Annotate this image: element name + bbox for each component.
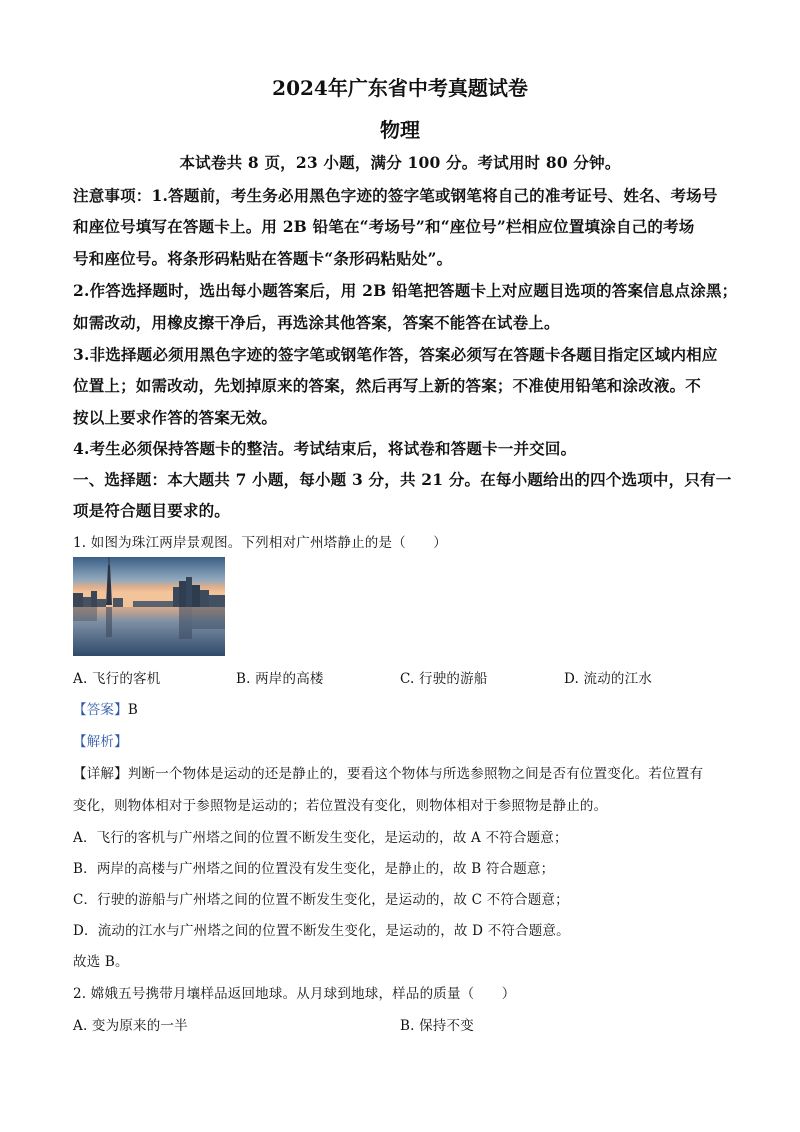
detail-text: 判断一个物体是运动的还是静止的，要看这个物体与所选参照物之间是否有位置变化。若位置有 xyxy=(127,766,704,782)
notes-line: 位置上；如需改动，先划掉原来的答案，然后再写上新的答案；不准使用铅笔和涂改液。不 xyxy=(73,376,702,395)
detail-line: 变化，则物体相对于参照物是运动的；若位置没有变化，则物体相对于参照物是静止的。 xyxy=(73,798,608,814)
conclusion: 故选 B。 xyxy=(73,954,129,970)
notes-line: 号和座位号。将条形码粘贴在答题卡“条形码粘贴处”。 xyxy=(73,249,453,268)
skyline-illustration xyxy=(73,557,225,656)
question-stem: 1. 如图为珠江两岸景观图。下列相对广州塔静止的是（ ） xyxy=(73,535,447,551)
answer-line xyxy=(73,698,138,718)
explain-line: A．飞行的客机与广州塔之间的位置不断发生变化，是运动的，故 A 不符合题意； xyxy=(73,830,568,846)
option-b: B. 两岸的高楼 xyxy=(236,671,324,687)
detail-line xyxy=(73,762,703,782)
subject-title: 物理 xyxy=(380,118,420,142)
notes-line: 和座位号填写在答题卡上。用 2B 铅笔在“考场号”和“座位号”栏相应位置填涂自己的考场 xyxy=(73,217,695,236)
explain-line: C．行驶的游船与广州塔之间的位置不断发生变化，是运动的，故 C 不符合题意； xyxy=(73,892,569,908)
section-heading: 项是符合题目要求的。 xyxy=(73,501,231,520)
pearl-river-photo xyxy=(73,557,225,656)
notes-line: 4.考生必须保持答题卡的整洁。考试结束后，将试卷和答题卡一并交回。 xyxy=(73,439,577,458)
option-d: D. 流动的江水 xyxy=(564,671,653,687)
option-a: A. 变为原来的一半 xyxy=(73,1018,188,1034)
question-stem: 2. 嫦娥五号携带月壤样品返回地球。从月球到地球，样品的质量（ ） xyxy=(73,986,516,1002)
exam-info: 本试卷共 8 页，23 小题，满分 100 分。考试用时 80 分钟。 xyxy=(179,153,621,172)
section-heading: 一、选择题：本大题共 7 小题，每小题 3 分，共 21 分。在每小题给出的四个选项中，只有一 xyxy=(73,470,732,489)
option-a: A. 飞行的客机 xyxy=(73,671,161,687)
analysis-tag: 【解析】 xyxy=(73,734,128,750)
notes-line: 按以上要求作答的答案无效。 xyxy=(73,408,278,427)
explain-line: B．两岸的高楼与广州塔之间的位置没有发生变化，是静止的，故 B 符合题意； xyxy=(73,861,555,877)
notes-line: 2.作答选择题时，选出每小题答案后，用 2B 铅笔把答题卡上对应题目选项的答案信息点涂黑； xyxy=(73,281,738,300)
explain-line: D．流动的江水与广州塔之间的位置不断发生变化，是运动的，故 D 不符合题意。 xyxy=(73,923,570,939)
notes-line: 注意事项：1.答题前，考生务必用黑色字迹的签字笔或钢笔将自己的准考证号、姓名、考场号 xyxy=(73,186,718,205)
detail-tag: 【详解】 xyxy=(73,766,128,782)
answer-tag: 【答案】 xyxy=(73,702,128,718)
answer-value: B xyxy=(127,702,138,718)
option-c: C. 行驶的游船 xyxy=(400,671,488,687)
notes-line: 如需改动，用橡皮擦干净后，再选涂其他答案，答案不能答在试卷上。 xyxy=(73,313,560,332)
page-title: 2024年广东省中考真题试卷 xyxy=(272,76,528,100)
option-b: B. 保持不变 xyxy=(400,1018,474,1034)
notes-line: 3.非选择题必须用黑色字迹的签字笔或钢笔作答，答案必须写在答题卡各题目指定区域内相应 xyxy=(73,345,718,364)
